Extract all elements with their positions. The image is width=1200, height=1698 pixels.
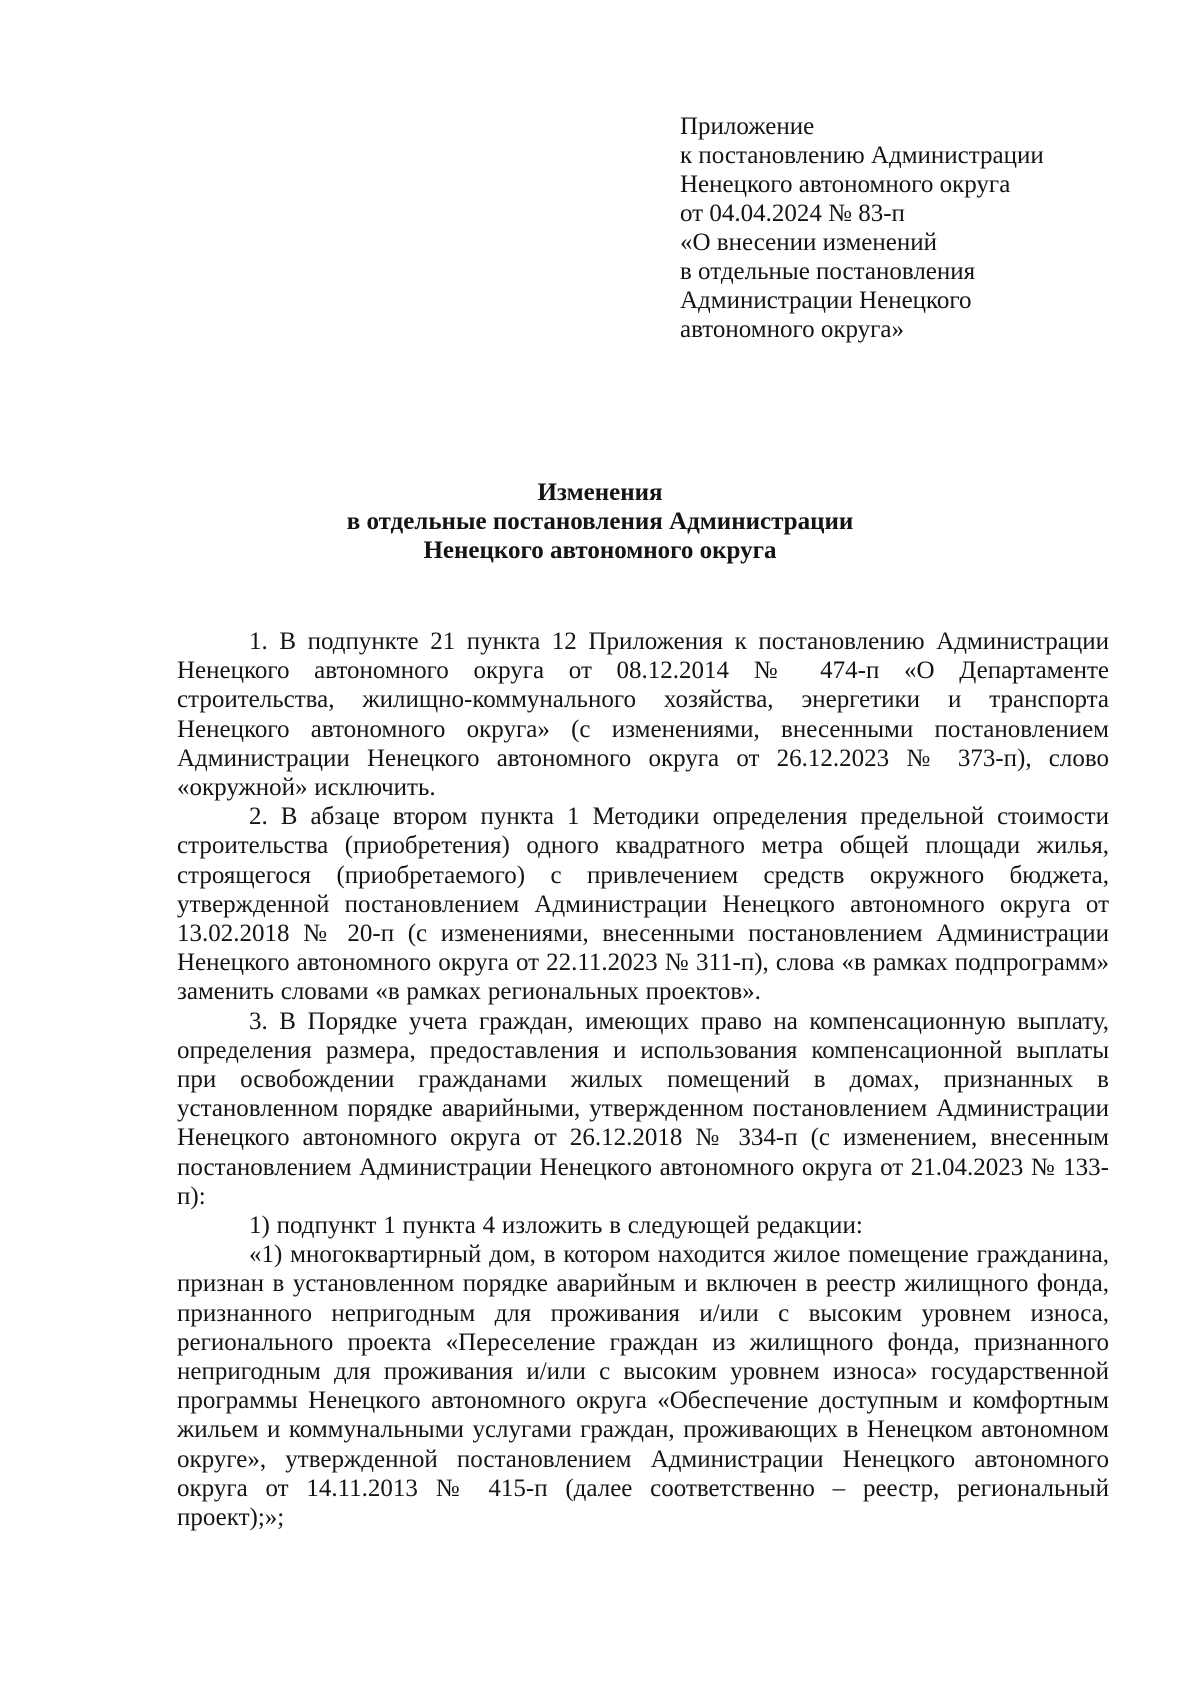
document-body bbox=[177, 627, 1109, 1532]
paragraph-subitem-1: 1) подпункт 1 пункта 4 изложить в следующей редакции: bbox=[249, 1212, 863, 1240]
document-title bbox=[150, 478, 1050, 565]
appendix-line: к постановлению Администрации bbox=[680, 142, 1044, 169]
appendix-line: от 04.04.2024 № 83-п bbox=[680, 200, 905, 227]
appendix-line: автономного округа» bbox=[680, 316, 905, 343]
paragraph-3: 3. В Порядке учета граждан, имеющих право на компенсационную выплату, определения размера, предоставления и использования компенсационной выплаты при освобождении гражданами жилых помещений в домах, признанных в установленном порядке аварийными, утвержденном постановлением Администрации Ненецкого автономного округа от 26.12.2018 № 334-п (с изменением, внесенным постановлением Администрации Ненецкого автономного округа от 21.04.2023 № 133-п): bbox=[177, 1007, 1109, 1210]
appendix-line: «О внесении изменений bbox=[680, 229, 938, 256]
title-line: Ненецкого автономного округа bbox=[423, 537, 777, 564]
appendix-header bbox=[680, 112, 1100, 344]
paragraph-1: 1. В подпункте 21 пункта 12 Приложения к постановлению Администрации Ненецкого автономного округа от 08.12.2014 № 474-п «О Департаменте строительства, жилищно-коммунального хозяйства, энергетики и транспорта Ненецкого автономного округа» (с изменениями, внесенными постановлением Администрации Ненецкого автономного округа от 26.12.2023 № 373-п), слово «окружной» исключить. bbox=[177, 628, 1109, 802]
paragraph-2: 2. В абзаце втором пункта 1 Методики определения предельной стоимости строительства (приобретения) одного квадратного метра общей площади жилья, строящегося (приобретаемого) с привлечением средств окружного бюджета, утвержденной постановлением Администрации Ненецкого автономного округа от 13.02.2018 № 20-п (с изменениями, внесенными постановлением Администрации Ненецкого автономного округа от 22.11.2023 № 311-п), слова «в рамках подпрограмм» заменить словами «в рамках региональных проектов». bbox=[177, 803, 1109, 1006]
title-line: Изменения bbox=[537, 479, 663, 506]
appendix-line: Администрации Ненецкого bbox=[680, 287, 972, 314]
appendix-line: Приложение bbox=[680, 113, 815, 140]
title-line: в отдельные постановления Администрации bbox=[346, 508, 854, 535]
paragraph-quoted-text: «1) многоквартирный дом, в котором находится жилое помещение гражданина, признан в установленном порядке аварийным и включен в реестр жилищного фонда, признанного непригодным для проживания и/или с высоким уровнем износа, регионального проекта «Переселение граждан из жилищного фонда, признанного непригодным для проживания и/или с высоким уровнем износа» государственной программы Ненецкого автономного округа «Обеспечение доступным и комфортным жильем и коммунальными услугами граждан, проживающих в Ненецком автономном округе», утвержденной постановлением Администрации Ненецкого автономного округа от 14.11.2013 № 415-п (далее соответственно – реестр, региональный проект);»; bbox=[177, 1241, 1109, 1532]
appendix-line: Ненецкого автономного округа bbox=[680, 171, 1011, 198]
appendix-line: в отдельные постановления bbox=[680, 258, 976, 285]
